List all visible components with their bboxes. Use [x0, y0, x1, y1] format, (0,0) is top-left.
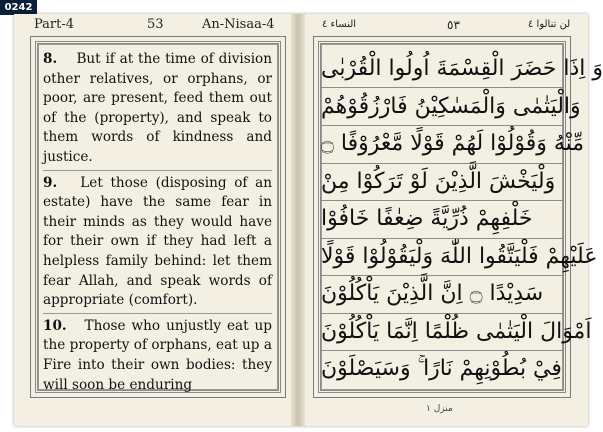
page-tag: 0242	[0, 0, 37, 15]
right-header-surah: النساء ٤	[322, 19, 357, 30]
arabic-line: سَدِيْدًا ۝ اِنَّ الَّذِيْنَ يَاْكُلُوْنَ	[321, 281, 544, 307]
verse-number: 9.	[43, 174, 58, 191]
verse-text: Those who unjustly eat up the property of orphans, eat up a Fire into their own bodies: they will soon be enduring	[43, 317, 273, 393]
verse-8	[43, 50, 272, 168]
arabic-text	[321, 50, 603, 388]
verse-text: But if at the time of division other relatives, or orphans, or poor, are present, feed them out of the (property), and speak to them words of kindness and justice.	[43, 51, 272, 165]
translation-text	[43, 50, 272, 395]
arabic-line: اَمْوَالَ الْيَتٰمٰى ظُلْمًا اِنَّمَا يَاْكُلُوْنَ	[321, 318, 592, 344]
arabic-line: وَ اِذَا حَضَرَ الْقِسْمَةَ اُولُوا الْقُرْبٰى	[321, 56, 603, 82]
verse-text: Let those (disposing of an estate) have the same fear in their minds as they would have for their own if they had left a helpless family behind: let them fear Allah, and speak words of appropriate (comfort).	[43, 174, 272, 309]
book-gutter	[291, 14, 305, 426]
arabic-line: مِّنْهُ وَقُوْلُوْا لَهُمْ قَوْلًا مَّعْرُوْفًا ۝	[321, 131, 585, 157]
arabic-line: خَلْفِهِمْ ذُرِّيَّةً ضِعٰفًا خَافُوْا	[321, 206, 533, 232]
left-header-page-number: 53	[147, 17, 164, 32]
arabic-line: وَلْيَخْشَ الَّذِيْنَ لَوْ تَرَكُوْا مِنْ	[321, 168, 556, 194]
arabic-line: وَالْيَتٰمٰى وَالْمَسٰكِيْنُ فَارْزُقُوْهُمْ	[321, 93, 581, 119]
left-header-surah: An-Nisaa-4	[202, 17, 275, 32]
right-header-page-number: ٥٣	[447, 18, 460, 32]
verse-10	[43, 317, 272, 395]
arabic-line: فِيْ بُطُوْنِهِمْ نَارًا ۚ وَسَيَصْلَوْنَ	[321, 356, 562, 382]
verse-9	[43, 174, 272, 311]
verse-divider	[43, 170, 272, 171]
left-header-part: Part-4	[34, 17, 75, 32]
manzil-footer: منزل ١	[426, 404, 453, 414]
arabic-line: عَلَيْهِمْ فَلْيَتَّقُوا اللّٰهَ وَلْيَقُوْلُوْا قَوْلًا	[321, 243, 598, 269]
verse-divider	[43, 313, 272, 314]
verse-number: 10.	[43, 317, 67, 334]
verse-number: 8.	[43, 51, 58, 67]
right-header-juz: لن تنالوا ٤	[528, 19, 571, 30]
